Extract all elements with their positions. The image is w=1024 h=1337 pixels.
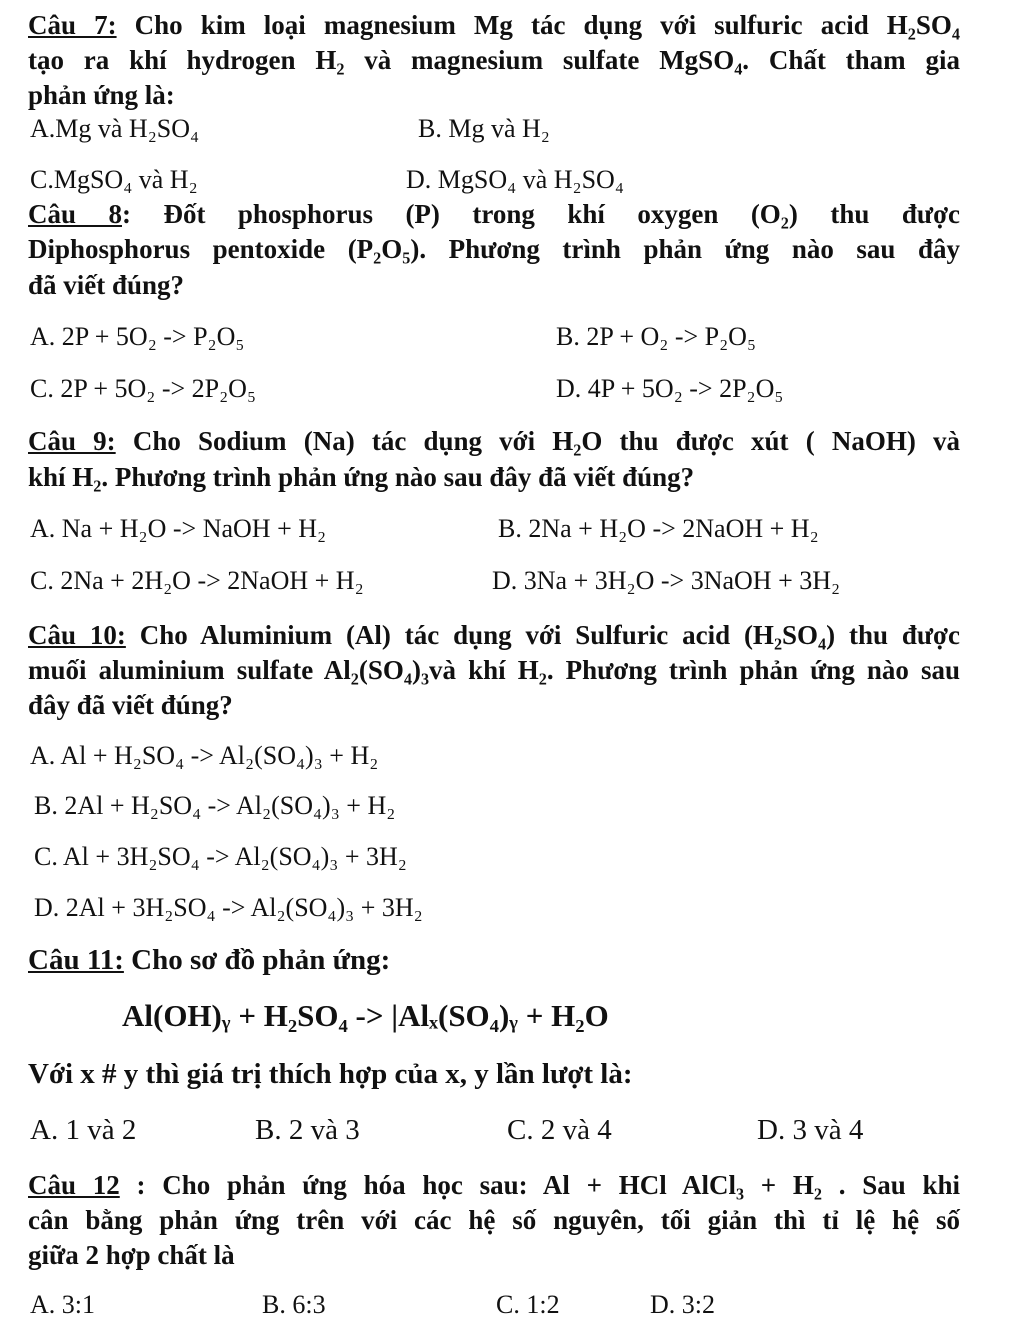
q12-line3: giữa 2 hợp chất là <box>28 1240 235 1270</box>
q10-line1 <box>28 620 960 651</box>
q8-option-a: A. 2P + 5O₂ -> P₂O₅ <box>30 322 245 351</box>
q9-line1 <box>28 426 960 457</box>
q8-text-1: : Đốt phosphorus (P) trong khí oxygen (O₂) thu được <box>121 199 961 229</box>
q12-option-b: B. 6:3 <box>262 1290 326 1319</box>
q11-option-a: A. 1 và 2 <box>30 1114 137 1146</box>
q7-option-c: C.MgSO₄ và H₂ <box>30 165 198 194</box>
q11-option-c: C. 2 và 4 <box>507 1114 612 1146</box>
q11-equation: Al(OH)ᵧ + H₂SO₄ -> |Alₓ(SO₄)ᵧ + H₂O <box>122 998 609 1033</box>
q7-line3: phản ứng là: <box>28 80 175 110</box>
q7-line2: tạo ra khí hydrogen H₂ và magnesium sulfate MgSO₄. Chất tham gia <box>28 45 960 75</box>
q8-line2: Diphosphorus pentoxide (P₂O₅). Phương trình phản ứng nào sau đây <box>28 234 960 264</box>
q9-option-a: A. Na + H₂O -> NaOH + H₂ <box>30 514 327 543</box>
q10-option-b: B. 2Al + H₂SO₄ -> Al₂(SO₄)₃ + H₂ <box>34 791 396 820</box>
q7-option-a: A.Mg và H₂SO₄ <box>30 114 200 143</box>
q10-option-a: A. Al + H₂SO₄ -> Al₂(SO₄)₃ + H₂ <box>30 741 379 770</box>
q9-option-c: C. 2Na + 2H₂O -> 2NaOH + H₂ <box>30 566 364 595</box>
q12-line2: cân bằng phản ứng trên với các hệ số nguyên, tối giản thì tỉ lệ hệ số <box>28 1205 960 1235</box>
q12-line1 <box>28 1170 960 1201</box>
q10-option-c: C. Al + 3H₂SO₄ -> Al₂(SO₄)₃ + 3H₂ <box>34 842 407 871</box>
q11-option-b: B. 2 và 3 <box>255 1114 360 1146</box>
q7-label: Câu 7: <box>28 10 117 40</box>
q9-option-b: B. 2Na + H₂O -> 2NaOH + H₂ <box>498 514 819 543</box>
q10-label: Câu 10: <box>28 620 126 650</box>
q11-line1 <box>28 944 390 977</box>
q8-option-b: B. 2P + O₂ -> P₂O₅ <box>556 322 757 351</box>
q10-line3: đây đã viết đúng? <box>28 690 233 720</box>
q9-option-d: D. 3Na + 3H₂O -> 3NaOH + 3H₂ <box>492 566 841 595</box>
q10-text-1: Cho Aluminium (Al) tác dụng với Sulfuric acid (H₂SO₄) thu được <box>125 620 960 650</box>
q7-option-b: B. Mg và H₂ <box>418 114 550 143</box>
q8-label: Câu 8 <box>28 199 122 229</box>
q7-option-d: D. MgSO₄ và H₂SO₄ <box>406 165 624 194</box>
q12-option-c: C. 1:2 <box>496 1290 560 1319</box>
q10-option-d: D. 2Al + 3H₂SO₄ -> Al₂(SO₄)₃ + 3H₂ <box>34 893 423 922</box>
q8-option-c: C. 2P + 5O₂ -> 2P₂O₅ <box>30 374 257 403</box>
q10-line2: muối aluminium sulfate Al₂(SO₄)₃và khí H₂. Phương trình phản ứng nào sau <box>28 655 960 685</box>
q12-text-1: : Cho phản ứng hóa học sau: Al + HCl AlCl₃ + H₂ . Sau khi <box>119 1170 961 1200</box>
q12-option-d: D. 3:2 <box>650 1290 715 1319</box>
q7-text-1: Cho kim loại magnesium Mg tác dụng với sulfuric acid H₂SO₄ <box>116 10 960 40</box>
q8-line3: đã viết đúng? <box>28 270 185 300</box>
q9-text-1: Cho Sodium (Na) tác dụng với H₂O thu được xút ( NaOH) và <box>115 426 960 456</box>
q9-line2: khí H₂. Phương trình phản ứng nào sau đây đã viết đúng? <box>28 462 695 492</box>
q8-option-d: D. 4P + 5O₂ -> 2P₂O₅ <box>556 374 784 403</box>
q11-option-d: D. 3 và 4 <box>757 1114 864 1146</box>
q8-line1 <box>28 199 960 230</box>
q11-text-1: Cho sơ đồ phản ứng: <box>123 944 391 976</box>
q7-line1 <box>28 10 960 41</box>
q11-line2: Với x # y thì giá trị thích hợp của x, y lần lượt là: <box>28 1058 633 1090</box>
q9-label: Câu 9: <box>28 426 116 456</box>
q12-label: Câu 12 <box>28 1170 120 1200</box>
q12-option-a: A. 3:1 <box>30 1290 95 1319</box>
q11-label: Câu 11: <box>28 944 124 976</box>
